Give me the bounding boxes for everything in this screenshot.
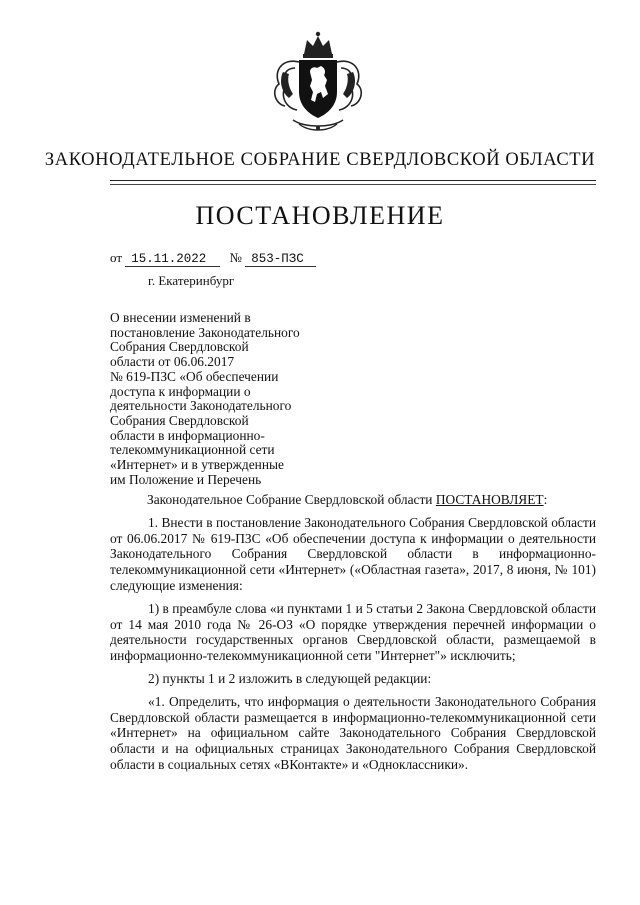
document-type-title: ПОСТАНОВЛЕНИЕ [195, 201, 445, 230]
document-body [110, 492, 596, 780]
subject-line: области в информационно- [110, 427, 265, 443]
body-paragraph: 2) пункты 1 и 2 изложить в следующей редакции: [148, 670, 432, 686]
body-paragraph: 1) в преамбуле слова «и пунктами 1 и 5 статьи 2 Закона Свердловской области от 14 мая 2010 года № 26-ОЗ «О порядке утверждения перечней информации о деятельности государственных органов Свердловской области, размещаемой в информационно-телекоммуникационной сети "Интернет"» исключить; [110, 600, 596, 664]
crown-icon [303, 32, 333, 58]
body-paragraph: 1. Внести в постановление Законодательного Собрания Свердловской области от 06.06.2017 № 619-ПЗС «Об обеспечении доступа к информации о деятельности Законодательного Собрания Свердловской области в информационно-телекоммуникационной сети «Интернет» («Областная газета», 2017, 8 июня, № 101) следующие изменения: [110, 514, 596, 593]
subject-line: Собрания Свердловской [110, 412, 249, 428]
subject-line: телекоммуникационной сети [110, 442, 275, 458]
city-line: г. Екатеринбург [148, 273, 235, 288]
subject-line: постановление Законодательного [110, 324, 300, 340]
coat-of-arms-emblem [265, 28, 371, 136]
document-date: 15.11.2022 [125, 253, 220, 267]
intro-text: Законодательное Собрание Свердловской области [147, 492, 436, 507]
organization-title: ЗАКОНОДАТЕЛЬНОЕ СОБРАНИЕ СВЕРДЛОВСКОЙ ОБЛАСТИ [44, 150, 596, 170]
document-number: 853-ПЗС [245, 253, 316, 267]
header-rule-thin [110, 184, 596, 185]
resolves-verb: ПОСТАНОВЛЯЕТ [435, 492, 544, 507]
body-paragraph: «1. Определить, что информация о деятельности Законодательного Собрания Свердловской области размещается в информационно-телекоммуникационной сети «Интернет» на официальном сайте Законодательного Собрания Свердловской области и на официальных страницах Законодательного Собрания Свердловской области в социальных сетях «ВКонтакте» и «Одноклассники». [110, 693, 596, 772]
subject-line: О внесении изменений в [110, 310, 251, 325]
subject-line: им Положение и Перечень [110, 471, 262, 487]
subject-line: области от 06.06.2017 [110, 354, 235, 370]
header-rule-thick [110, 180, 596, 181]
subject-line: Собрания Свердловской [110, 339, 249, 355]
date-prefix: от [110, 250, 123, 265]
resolution-intro [110, 492, 596, 508]
document-subject [110, 311, 350, 487]
subject-line: деятельности Законодательного [110, 398, 292, 414]
subject-line: доступа к информации о [110, 383, 251, 399]
subject-line: № 619-ПЗС «Об обеспечении [110, 368, 279, 384]
number-sign: № [229, 250, 242, 265]
date-number-line [110, 250, 316, 267]
subject-line: «Интернет» и в утвержденные [110, 457, 284, 473]
intro-end: : [543, 492, 548, 507]
